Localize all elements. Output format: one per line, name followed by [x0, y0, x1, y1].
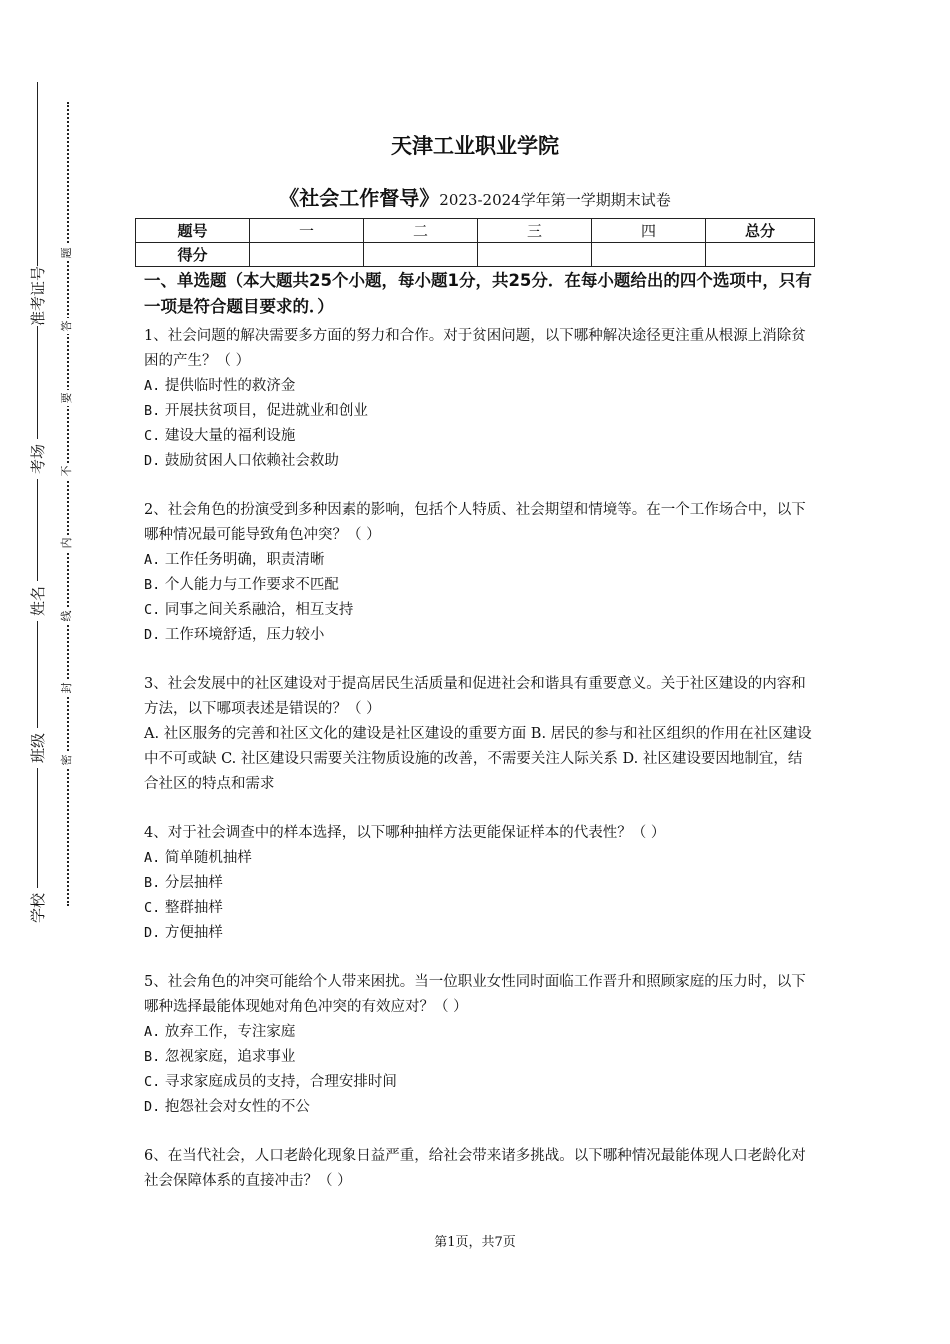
score-row-label: 得分: [136, 243, 250, 267]
option-a: A. 提供临时性的救济金: [144, 378, 296, 394]
score-header-cell: 题号: [136, 219, 250, 243]
option-c: C. 同事之间关系融洽，相互支持: [144, 602, 354, 618]
question-3: [144, 672, 812, 797]
option-c: C. 寻求家庭成员的支持，合理安排时间: [144, 1074, 397, 1090]
binding-dotted-line: [67, 102, 69, 906]
question-text: 4、对于社会调查中的样本选择，以下哪种抽样方法更能保证样本的代表性？（ ）: [144, 825, 666, 841]
course-title: 《社会工作督导》: [279, 186, 440, 210]
class-label: 班级: [27, 728, 49, 768]
option-d: D. 工作环境舒适，压力较小: [144, 627, 325, 643]
school-title: 天津工业职业学院: [391, 134, 559, 158]
exam-room-label: 考场: [27, 439, 49, 479]
option-d: D. 方便抽样: [144, 925, 223, 941]
seal-char: 密: [59, 752, 75, 768]
seal-char: 不: [59, 463, 75, 479]
seal-char: 封: [59, 680, 75, 696]
score-table: [135, 218, 815, 267]
score-header-cell: 三: [478, 219, 592, 243]
name-label: 姓名: [27, 581, 49, 621]
question-text: 2、社会角色的扮演受到多种因素的影响，包括个人特质、社会期望和情境等。在一个工作场合中，以下哪种情况最可能导致角色冲突？（ ）: [144, 502, 806, 543]
option-a: A. 工作任务明确，职责清晰: [144, 552, 325, 568]
score-cell: [250, 243, 364, 267]
score-header-cell: 二: [364, 219, 478, 243]
option-a: A. 简单随机抽样: [144, 850, 252, 866]
score-header-cell: 总分: [706, 219, 815, 243]
seal-char: 答: [59, 318, 75, 334]
exam-number-label: 准考证号: [29, 265, 47, 326]
term-label: 2023-2024学年第一学期期末试卷: [439, 191, 671, 209]
question-text: 5、社会角色的冲突可能给个人带来困扰。当一位职业女性同时面临工作晋升和照顾家庭的压力时，以下哪种选择最能体现她对角色冲突的有效应对？（ ）: [144, 974, 806, 1015]
exam-subtitle: [0, 182, 950, 211]
option-d: D. 鼓励贫困人口依赖社会救助: [144, 453, 339, 469]
score-table-row: [136, 243, 815, 267]
option-d: D. 抱怨社会对女性的不公: [144, 1099, 310, 1115]
option-b: B. 忽视家庭，追求事业: [144, 1049, 296, 1065]
option-b: B. 个人能力与工作要求不匹配: [144, 577, 339, 593]
score-table-header-row: [136, 219, 815, 243]
question-text: 3、社会发展中的社区建设对于提高居民生活质量和促进社会和谐具有重要意义。关于社区建设的内容和方法，以下哪项表述是错误的？（ ）: [144, 676, 806, 717]
section-title: 一、单选题（本大题共25个小题，每小题1分，共25分．在每小题给出的四个选项中，只有一项是符合题目要求的．）: [144, 271, 812, 316]
exam-content: [144, 268, 812, 1218]
school-label: 学校: [27, 888, 49, 928]
score-cell: [592, 243, 706, 267]
option-b: B. 开展扶贫项目，促进就业和创业: [144, 403, 368, 419]
seal-char: 线: [59, 608, 75, 624]
score-header-cell: 一: [250, 219, 364, 243]
score-cell: [364, 243, 478, 267]
question-5: [144, 970, 812, 1120]
question-4: [144, 821, 812, 946]
option-a: A. 放弃工作，专注家庭: [144, 1024, 296, 1040]
seal-char: 要: [59, 390, 75, 406]
inline-options: A. 社区服务的完善和社区文化的建设是社区建设的重要方面 B. 居民的参与和社区组织的作用在社区建设中不可或缺 C. 社区建设只需要关注物质设施的改善，不需要关注人际关系 D. 社区建设要因地制宜，结合社区的特点和需求: [144, 726, 812, 792]
question-text: 6、在当代社会，人口老龄化现象日益严重，给社会带来诸多挑战。以下哪种情况最能体现人口老龄化对社会保障体系的直接冲击？（ ）: [144, 1148, 806, 1189]
question-2: [144, 498, 812, 648]
page-footer: 第1页，共7页: [434, 1235, 516, 1250]
score-cell: [706, 243, 815, 267]
question-6: [144, 1144, 812, 1194]
seal-char: 题: [59, 245, 75, 261]
score-cell: [478, 243, 592, 267]
question-1: [144, 324, 812, 474]
option-b: B. 分层抽样: [144, 875, 223, 891]
question-text: 1、社会问题的解决需要多方面的努力和合作。对于贫困问题，以下哪种解决途径更注重从根源上消除贫困的产生？（ ）: [144, 328, 806, 369]
option-c: C. 整群抽样: [144, 900, 223, 916]
score-header-cell: 四: [592, 219, 706, 243]
option-c: C. 建设大量的福利设施: [144, 428, 296, 444]
seal-char: 内: [59, 535, 75, 551]
